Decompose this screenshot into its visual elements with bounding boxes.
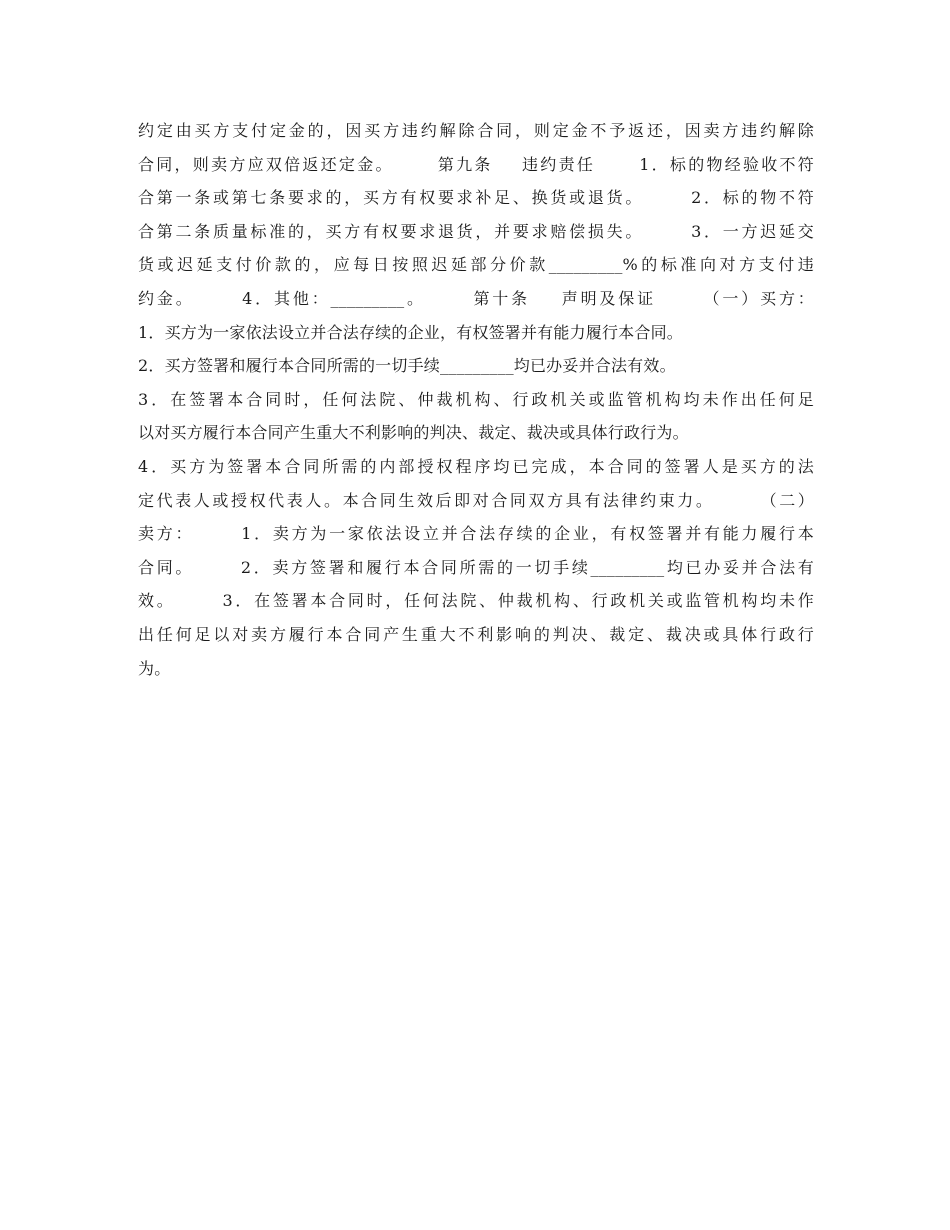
text-line-11: 4．买方为签署本合同所需的内部授权程序均已完成，本合同的签署人是买方的法 bbox=[138, 456, 814, 476]
text-line-17: 为。 bbox=[138, 658, 171, 678]
text-line-14: 合同。 2．卖方签署和履行本合同所需的一切手续_________均已办妥并合法有 bbox=[138, 557, 814, 577]
text-line-7: 1．买方为一家依法设立并合法存续的企业，有权签署并有能力履行本合同。 bbox=[138, 322, 683, 342]
text-line-6: 约金。 4．其他：_________。 第十条 声明及保证 （一）买方： bbox=[138, 288, 814, 308]
text-line-16: 出任何足以对卖方履行本合同产生重大不利影响的判决、裁定、裁决或具体行政行 bbox=[138, 624, 814, 644]
text-line-2: 合同，则卖方应双倍返还定金。 第九条 违约责任 1．标的物经验收不符 bbox=[138, 154, 814, 174]
text-line-13: 卖方： 1．卖方为一家依法设立并合法存续的企业，有权签署并有能力履行本 bbox=[138, 524, 814, 544]
text-line-15: 效。 3．在签署本合同时，任何法院、仲裁机构、行政机关或监管机构均未作 bbox=[138, 591, 814, 611]
text-line-12: 定代表人或授权代表人。本合同生效后即对合同双方具有法律约束力。 （二） bbox=[138, 490, 814, 510]
text-line-9: 3．在签署本合同时，任何法院、仲裁机构、行政机关或监管机构均未作出任何足 bbox=[138, 389, 814, 409]
text-line-3: 合第一条或第七条要求的，买方有权要求补足、换货或退货。 2．标的物不符 bbox=[138, 188, 814, 208]
text-line-10: 以对买方履行本合同产生重大不利影响的判决、裁定、裁决或具体行政行为。 bbox=[138, 423, 689, 443]
text-line-4: 合第二条质量标准的，买方有权要求退货，并要求赔偿损失。 3．一方迟延交 bbox=[138, 221, 814, 241]
contract-body-text bbox=[138, 114, 814, 685]
text-line-5: 货或迟延支付价款的，应每日按照迟延部分价款_________%的标准向对方支付违 bbox=[138, 255, 814, 275]
text-line-1: 约定由买方支付定金的，因买方违约解除合同，则定金不予返还，因卖方违约解除 bbox=[138, 121, 814, 140]
text-line-8: 2．买方签署和履行本合同所需的一切手续_________均已办妥并合法有效。 bbox=[138, 356, 676, 376]
